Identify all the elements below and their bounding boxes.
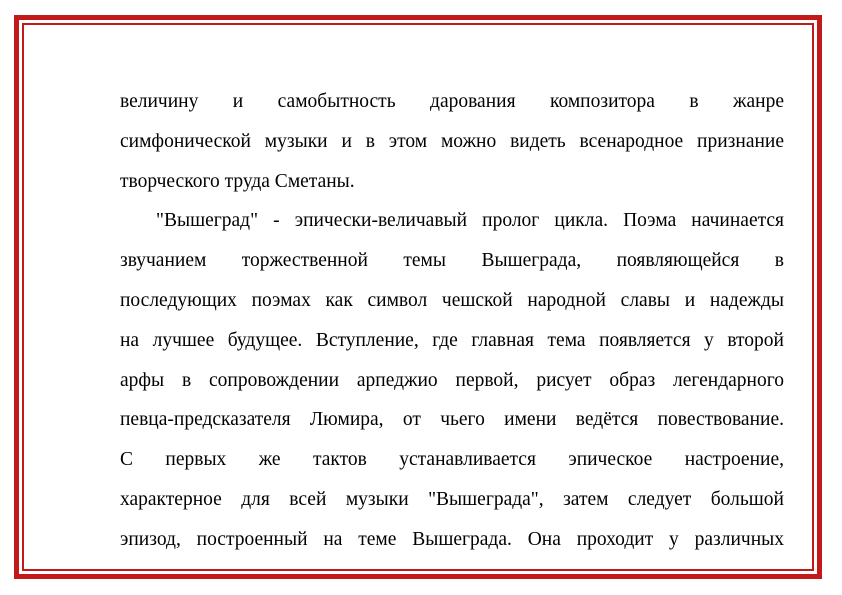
paragraph-1 <box>120 82 784 201</box>
text-line: характерное для всей музыки "Вышеграда", затем следует большой <box>120 488 784 510</box>
text-line: творческого труда Сметаны. <box>120 170 355 192</box>
text-line: арфы в сопровождении арпеджио первой, рисует образ легендарного <box>120 369 784 391</box>
text-line: "Вышеград" - эпически-величавый пролог цикла. Поэма начинается <box>156 210 784 232</box>
text-line: симфонической музыки и в этом можно видеть всенародное признание <box>120 130 784 152</box>
text-line: С первых же тактов устанавливается эпическое настроение, <box>120 449 784 471</box>
paragraph-2 <box>120 201 784 559</box>
text-line: эпизод, построенный на теме Вышеграда. Она проходит у различных <box>120 528 784 550</box>
text-line: на лучшее будущее. Вступление, где главная тема появляется у второй <box>120 329 784 351</box>
body-text <box>120 82 784 560</box>
text-line: звучанием торжественной темы Вышеграда, появляющейся в <box>120 250 784 272</box>
text-line: величину и самобытность дарования композитора в жанре <box>120 91 784 112</box>
text-line: последующих поэмах как символ чешской народной славы и надежды <box>120 289 784 311</box>
text-line: певца-предсказателя Люмира, от чьего имени ведётся повествование. <box>120 409 784 431</box>
